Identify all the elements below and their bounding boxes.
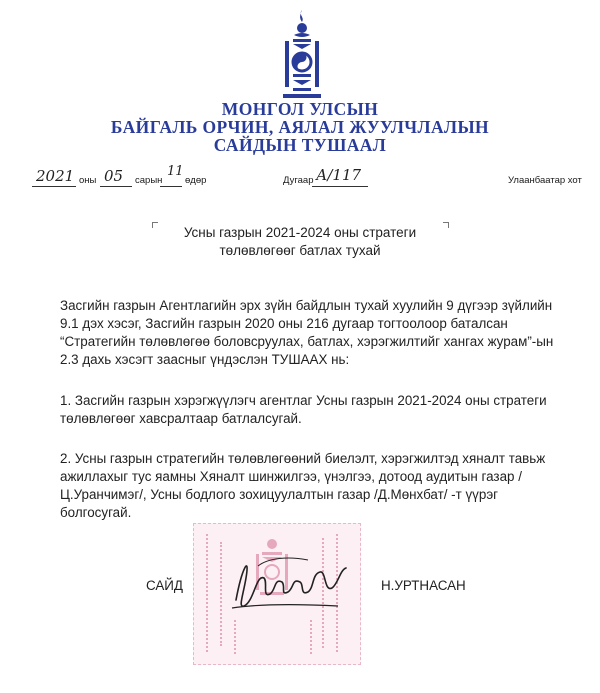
date-month: 05 xyxy=(104,167,124,185)
body-intro: Засгийн газрын Агентлагийн эрх зүйн байдлын тухай хуулийн 9 дүгээр зүйлийн 9.1 дэх хэсэг, Засгийн газрын 2020 оны 216 дугаар тогтоолоор баталсан “Стратегийн төлөвлөгөө боловсруулах, батлах, хэрэгжилтийг хангах журам”-ын 2.3 дахь хэсэгт заасныг үндэслэн ТУШААХ нь: xyxy=(60,298,554,367)
letterhead-doc-type: САЙДЫН ТУШААЛ xyxy=(213,135,387,155)
city-label: Улаанбаатар хот xyxy=(508,175,582,186)
letterhead-country: МОНГОЛ УЛСЫН xyxy=(221,99,379,119)
soyombo-emblem-icon xyxy=(281,8,323,100)
body-item-2: 2. Усны газрын стратегийн төлөвлөгөөний биелэлт, хэрэгжилтэд хяналт тавьж ажиллахыг тус яамны Хяналт шинжилгээ, үнэлгээ, дотоод аудитын газар /Ц.Уранчимэг/, Усны бодлого зохицуулалтын газар /Д.Мөнхбат/ -т үүрэг болгосугай. xyxy=(60,451,546,520)
subject-line-2: төлөвлөгөөг батлах тухай xyxy=(219,243,381,258)
date-day-suffix: өдөр xyxy=(185,175,207,186)
date-month-suffix: сарын xyxy=(135,175,163,186)
letterhead-ministry: БАЙГАЛЬ ОРЧИН, АЯЛАЛ ЖУУЛЧЛАЛЫН xyxy=(110,117,490,137)
handwritten-signature xyxy=(228,548,358,618)
date-year: 2021 xyxy=(36,167,75,185)
body-item-1: 1. Засгийн газрын хэрэгжүүлэгч агентлаг Усны газрын 2021-2024 оны стратеги төлөвлөгөөг хавсралтаар батлалсугай. xyxy=(60,393,547,426)
subject-line-1: Усны газрын 2021-2024 оны стратеги xyxy=(183,225,417,240)
number-label: Дугаар xyxy=(283,175,314,186)
document-number: А/117 xyxy=(316,166,362,184)
document-meta-row xyxy=(0,164,600,191)
signer-title: САЙД xyxy=(146,578,184,593)
date-year-suffix: оны xyxy=(79,175,97,186)
signer-name: Н.УРТНАСАН xyxy=(381,578,466,593)
date-day: 11 xyxy=(167,164,184,179)
